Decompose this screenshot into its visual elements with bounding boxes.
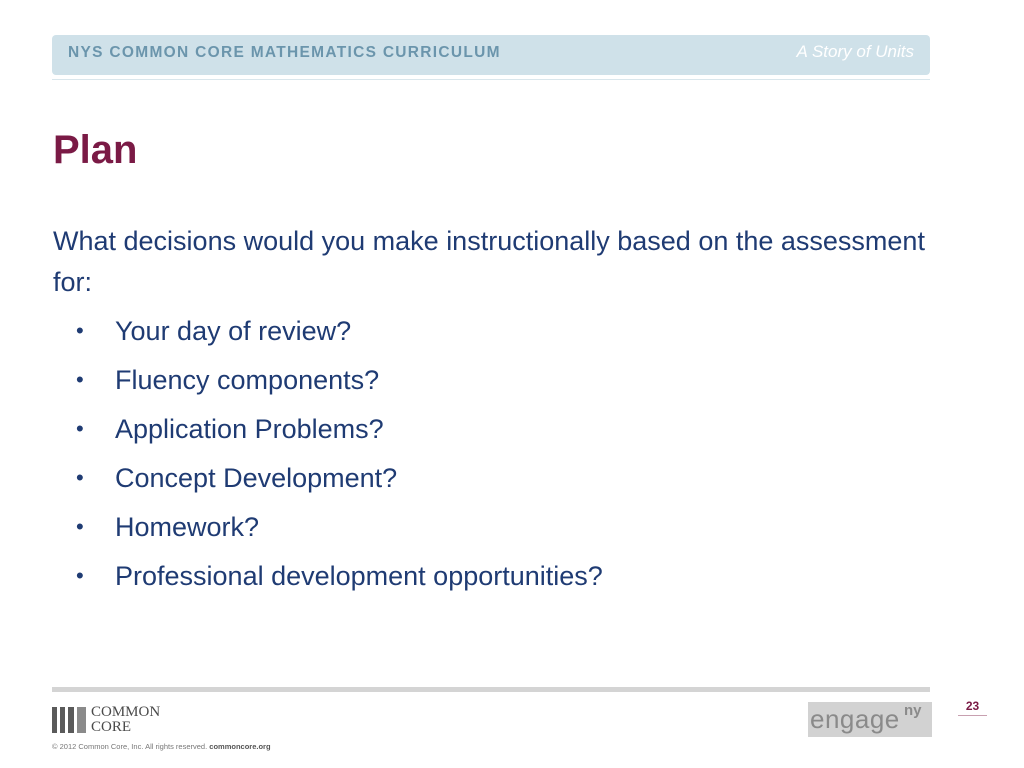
bullet-dot-icon: • (76, 465, 84, 490)
bullet-dot-icon: • (76, 563, 84, 588)
header-divider (52, 79, 930, 80)
bullet-dot-icon: • (76, 416, 84, 441)
page-number: 23 (958, 699, 987, 716)
header-band (52, 35, 930, 75)
common-core-bars-icon (52, 707, 86, 733)
list-item-text: Concept Development? (115, 463, 398, 493)
list-item-text: Fluency components? (115, 365, 380, 395)
logo-line-1: COMMON (91, 704, 161, 720)
site-link[interactable]: commoncore.org (209, 742, 271, 751)
list-item (53, 506, 603, 555)
engageny-logo (808, 702, 932, 737)
list-item-text: Professional development opportunities? (115, 561, 603, 591)
list-item (53, 408, 603, 457)
list-item (53, 555, 603, 604)
common-core-logo (52, 705, 182, 735)
intro-text: What decisions would you make instructionally based on the assessment for: (53, 226, 925, 297)
slide-title: Plan (53, 128, 138, 172)
list-item-text: Application Problems? (115, 414, 384, 444)
copyright-text: © 2012 Common Core, Inc. All rights reserved. (52, 742, 208, 751)
bullet-dot-icon: • (76, 318, 84, 343)
bullet-dot-icon: • (76, 514, 84, 539)
list-item (53, 310, 603, 359)
footer-divider (52, 687, 930, 692)
copyright-notice (52, 742, 271, 751)
engage-superscript: ny (904, 702, 922, 719)
bullet-dot-icon: • (76, 367, 84, 392)
logo-line-2: CORE (91, 719, 132, 735)
curriculum-label: NYS COMMON CORE MATHEMATICS CURRICULUM (68, 44, 501, 61)
engage-wordmark: engage (810, 704, 900, 734)
list-item-text: Your day of review? (115, 316, 352, 346)
common-core-wordmark (91, 705, 160, 735)
bullet-list (53, 310, 603, 604)
story-label: A Story of Units (796, 42, 914, 61)
list-item (53, 457, 603, 506)
list-item (53, 359, 603, 408)
list-item-text: Homework? (115, 512, 260, 542)
